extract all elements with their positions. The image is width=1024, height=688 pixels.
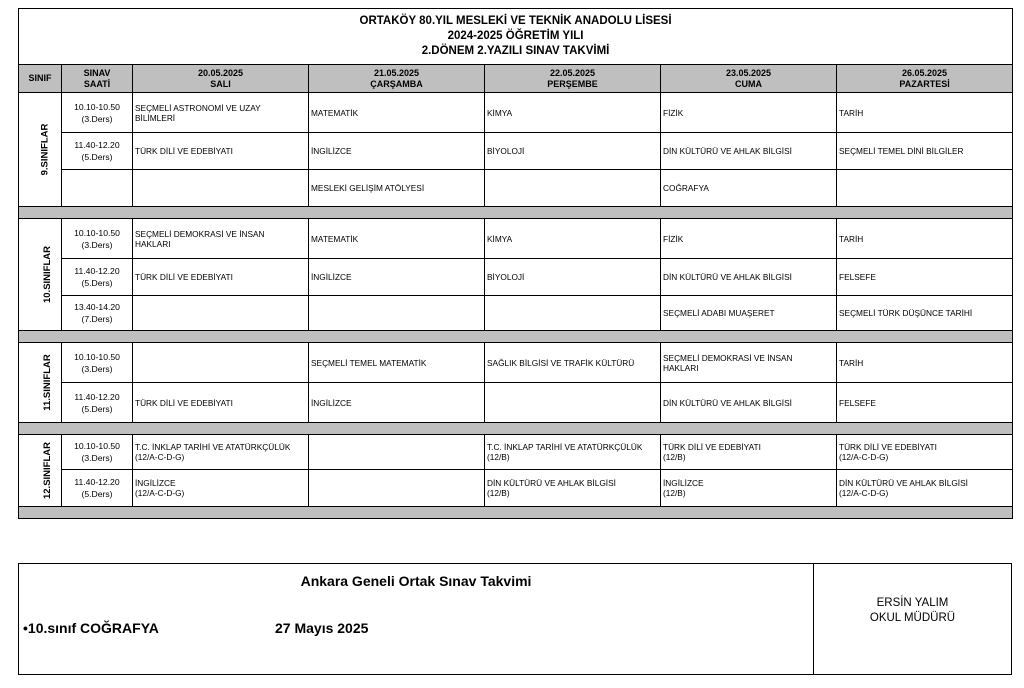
separator-bar xyxy=(19,331,1013,343)
subject-name: BİYOLOJİ xyxy=(487,272,525,282)
subject-name: DİN KÜLTÜRÜ VE AHLAK BİLGİSİ xyxy=(663,272,792,282)
exam-time: 11.40-12.20 xyxy=(74,266,120,276)
schedule-row xyxy=(19,296,1013,331)
footer-exam-date: 27 Mayıs 2025 xyxy=(275,620,369,636)
exam-time: 11.40-12.20 xyxy=(74,140,120,150)
subject-name: FİZİK xyxy=(663,107,684,118)
separator-bar xyxy=(19,207,1013,219)
exam-subject-cell xyxy=(309,170,485,207)
exam-subject-cell xyxy=(485,435,661,470)
subject-name: DİN KÜLTÜRÜ VE AHLAK BİLGİSİ xyxy=(663,397,792,408)
exam-subject-cell xyxy=(661,470,837,507)
document-title xyxy=(19,9,1013,65)
lesson-period: (3.Ders) xyxy=(81,453,113,463)
subject-name: SEÇMELİ TEMEL MATEMATİK xyxy=(311,357,427,368)
subject-detail: (12/B) xyxy=(487,452,510,462)
exam-subject-cell xyxy=(309,343,485,383)
exam-time-cell xyxy=(62,133,133,170)
subject-name: İNGİLİZCE xyxy=(311,397,352,408)
subject-name: T.C. İNKLAP TARİHİ VE ATATÜRKÇÜLÜK xyxy=(487,442,643,452)
exam-schedule-table xyxy=(18,8,1013,519)
exam-subject-cell xyxy=(485,133,661,170)
schedule-row xyxy=(19,259,1013,296)
exam-subject-cell xyxy=(309,259,485,296)
subject-name: FİZİK xyxy=(663,233,684,244)
group-separator xyxy=(19,207,1013,219)
exam-time-cell xyxy=(62,170,133,207)
exam-time-cell xyxy=(62,435,133,470)
exam-subject-cell xyxy=(837,133,1013,170)
lesson-period: (3.Ders) xyxy=(81,363,113,374)
subject-detail: HAKLARI xyxy=(135,238,171,249)
schedule-row xyxy=(19,470,1013,507)
subject-detail: (12/B) xyxy=(663,488,686,498)
exam-time-cell xyxy=(62,259,133,296)
subject-name: İNGİLİZCE xyxy=(311,146,352,156)
exam-term: 2.DÖNEM 2.YAZILI SINAV TAKVİMİ xyxy=(421,45,610,57)
lesson-period: (3.Ders) xyxy=(81,113,113,124)
exam-subject-cell xyxy=(485,93,661,133)
exam-subject-cell xyxy=(309,133,485,170)
separator-bar xyxy=(19,423,1013,435)
header-saat-line1: SINAV xyxy=(83,67,111,78)
subject-name: SEÇMELİ DEMOKRASİ VE İNSAN xyxy=(663,352,793,363)
footer-info-panel xyxy=(19,564,814,674)
header-day xyxy=(309,65,485,93)
exam-subject-cell xyxy=(837,296,1013,331)
subject-name: SAĞLIK BİLGİSİ VE TRAFİK KÜLTÜRÜ xyxy=(487,357,635,368)
subject-name: SEÇMELİ TEMEL DİNİ BİLGİLER xyxy=(839,146,964,156)
subject-name: FELSEFE xyxy=(839,397,876,408)
exam-subject-cell xyxy=(485,259,661,296)
exam-subject-cell xyxy=(309,470,485,507)
school-name: ORTAKÖY 80.YIL MESLEKİ VE TEKNİK ANADOLU LİSESİ xyxy=(359,15,672,27)
lesson-period: (7.Ders) xyxy=(81,314,113,324)
subject-name: DİN KÜLTÜRÜ VE AHLAK BİLGİSİ xyxy=(839,478,968,488)
exam-time: 10.10-10.50 xyxy=(74,101,120,112)
exam-subject-cell xyxy=(661,435,837,470)
grade-label xyxy=(19,435,62,507)
grade-label-text: 12.SINIFLAR xyxy=(42,441,54,500)
subject-name: SEÇMELİ DEMOKRASİ VE İNSAN xyxy=(135,228,265,239)
exam-subject-cell xyxy=(837,435,1013,470)
schedule-row xyxy=(19,170,1013,207)
column-header-row xyxy=(19,65,1013,93)
subject-detail: (12/B) xyxy=(487,488,510,498)
exam-subject-cell xyxy=(837,170,1013,207)
exam-subject-cell xyxy=(309,435,485,470)
academic-year: 2024-2025 ÖĞRETİM YILI xyxy=(447,30,584,42)
subject-name: İNGİLİZCE xyxy=(663,478,704,488)
exam-subject-cell xyxy=(485,219,661,259)
exam-subject-cell xyxy=(485,383,661,423)
grade-label xyxy=(19,93,62,207)
exam-time: 13.40-14.20 xyxy=(74,302,120,312)
exam-subject-cell xyxy=(485,343,661,383)
exam-time-cell xyxy=(62,296,133,331)
schedule-row xyxy=(19,435,1013,470)
exam-subject-cell xyxy=(133,296,309,331)
exam-subject-cell xyxy=(133,435,309,470)
subject-name: T.C. İNKLAP TARİHİ VE ATATÜRKÇÜLÜK xyxy=(135,442,291,452)
exam-subject-cell xyxy=(837,343,1013,383)
header-day xyxy=(661,65,837,93)
separator-bar xyxy=(19,507,1013,519)
header-dayname: PAZARTESİ xyxy=(899,78,950,89)
exam-subject-cell xyxy=(661,219,837,259)
subject-name: TÜRK DİLİ VE EDEBİYATI xyxy=(135,146,233,156)
subject-name: MATEMATİK xyxy=(311,107,359,118)
header-dayname: CUMA xyxy=(735,78,762,89)
exam-subject-cell xyxy=(133,343,309,383)
subject-name: KİMYA xyxy=(487,233,513,244)
lesson-period: (5.Ders) xyxy=(81,278,113,288)
schedule-row xyxy=(19,343,1013,383)
exam-subject-cell xyxy=(485,296,661,331)
subject-name: TÜRK DİLİ VE EDEBİYATI xyxy=(135,272,233,282)
exam-time-cell xyxy=(62,343,133,383)
exam-subject-cell xyxy=(133,133,309,170)
exam-subject-cell xyxy=(309,383,485,423)
subject-detail: (12/A-C-D-G) xyxy=(135,488,185,498)
subject-name: SEÇMELİ ADABI MUAŞERET xyxy=(663,308,775,318)
subject-name: BİYOLOJİ xyxy=(487,146,525,156)
exam-subject-cell xyxy=(133,383,309,423)
group-separator xyxy=(19,331,1013,343)
exam-subject-cell xyxy=(837,259,1013,296)
subject-name: SEÇMELİ ASTRONOMİ VE UZAY xyxy=(135,102,261,113)
grade-label-text: 11.SINIFLAR xyxy=(41,354,53,411)
exam-time: 10.10-10.50 xyxy=(74,441,120,451)
exam-subject-cell xyxy=(133,219,309,259)
exam-time: 11.40-12.20 xyxy=(74,477,120,487)
group-separator xyxy=(19,507,1013,519)
exam-subject-cell xyxy=(133,170,309,207)
lesson-period: (5.Ders) xyxy=(81,489,113,499)
lesson-period: (5.Ders) xyxy=(81,152,113,162)
subject-name: COĞRAFYA xyxy=(663,183,709,193)
header-sinif: SINIF xyxy=(19,65,62,93)
exam-time-cell xyxy=(62,383,133,423)
exam-subject-cell xyxy=(133,470,309,507)
exam-subject-cell xyxy=(661,170,837,207)
exam-subject-cell xyxy=(661,259,837,296)
group-separator xyxy=(19,423,1013,435)
header-day xyxy=(485,65,661,93)
header-saat-line2: SAATİ xyxy=(83,78,111,89)
subject-name: DİN KÜLTÜRÜ VE AHLAK BİLGİSİ xyxy=(663,146,792,156)
exam-time: 11.40-12.20 xyxy=(74,391,120,402)
exam-subject-cell xyxy=(837,93,1013,133)
grade-label-text: 9.SINIFLAR xyxy=(39,123,51,176)
exam-subject-cell xyxy=(661,343,837,383)
subject-name: KİMYA xyxy=(487,107,513,118)
lesson-period: (5.Ders) xyxy=(81,403,113,414)
grade-label-text: 10.SINIFLAR xyxy=(42,245,54,304)
signer-name: ERSİN YALIM xyxy=(876,597,949,609)
grade-label xyxy=(19,219,62,331)
subject-detail: (12/A-C-D-G) xyxy=(839,452,889,462)
subject-detail: (12/A-C-D-G) xyxy=(135,452,185,462)
exam-time: 10.10-10.50 xyxy=(74,351,120,362)
exam-subject-cell xyxy=(485,470,661,507)
exam-subject-cell xyxy=(309,296,485,331)
exam-time-cell xyxy=(62,219,133,259)
header-dayname: SALI xyxy=(210,78,231,89)
header-date: 22.05.2025 xyxy=(549,67,596,78)
subject-name: DİN KÜLTÜRÜ VE AHLAK BİLGİSİ xyxy=(487,478,616,488)
exam-subject-cell xyxy=(485,170,661,207)
subject-name: MESLEKİ GELİŞİM ATÖLYESİ xyxy=(311,183,425,193)
subject-name: TARİH xyxy=(839,107,864,118)
subject-detail: (12/B) xyxy=(663,452,686,462)
schedule-row xyxy=(19,219,1013,259)
header-day xyxy=(837,65,1013,93)
signature-block xyxy=(814,596,1011,626)
header-date: 21.05.2025 xyxy=(373,67,420,78)
schedule-row xyxy=(19,93,1013,133)
signer-title: OKUL MÜDÜRÜ xyxy=(869,612,956,624)
subject-name: İNGİLİZCE xyxy=(311,272,352,282)
exam-time-cell xyxy=(62,470,133,507)
subject-name: İNGİLİZCE xyxy=(135,478,176,488)
subject-name: TARİH xyxy=(839,357,864,368)
exam-subject-cell xyxy=(661,383,837,423)
subject-detail: HAKLARI xyxy=(663,362,699,373)
header-day xyxy=(133,65,309,93)
exam-subject-cell xyxy=(661,133,837,170)
grade-label xyxy=(19,343,62,423)
subject-name: TÜRK DİLİ VE EDEBİYATI xyxy=(839,442,937,452)
header-date: 20.05.2025 xyxy=(197,67,244,78)
exam-subject-cell xyxy=(837,470,1013,507)
exam-subject-cell xyxy=(661,296,837,331)
subject-detail: BİLİMLERİ xyxy=(135,112,176,123)
subject-name: TARİH xyxy=(839,233,864,244)
schedule-row xyxy=(19,383,1013,423)
footer-title: Ankara Geneli Ortak Sınav Takvimi xyxy=(300,573,532,589)
footer-box xyxy=(18,563,1012,675)
header-dayname: PERŞEMBE xyxy=(547,78,598,89)
subject-name: SEÇMELİ TÜRK DÜŞÜNCE TARİHİ xyxy=(839,308,973,318)
header-date: 23.05.2025 xyxy=(725,67,772,78)
exam-subject-cell xyxy=(309,93,485,133)
exam-subject-cell xyxy=(837,383,1013,423)
subject-name: MATEMATİK xyxy=(311,233,359,244)
exam-time-cell xyxy=(62,93,133,133)
subject-name: TÜRK DİLİ VE EDEBİYATI xyxy=(663,442,761,452)
subject-name: TÜRK DİLİ VE EDEBİYATI xyxy=(135,397,233,408)
header-sinav-saati xyxy=(62,65,133,93)
subject-name: FELSEFE xyxy=(839,272,876,282)
exam-subject-cell xyxy=(661,93,837,133)
header-date: 26.05.2025 xyxy=(902,67,948,78)
header-dayname: ÇARŞAMBA xyxy=(370,78,423,89)
exam-subject-cell xyxy=(837,219,1013,259)
exam-subject-cell xyxy=(309,219,485,259)
schedule-row xyxy=(19,133,1013,170)
exam-time: 10.10-10.50 xyxy=(74,227,120,238)
exam-subject-cell xyxy=(133,259,309,296)
footer-exam-item: •10.sınıf COĞRAFYA xyxy=(23,620,159,636)
subject-detail: (12/A-C-D-G) xyxy=(839,488,889,498)
lesson-period: (3.Ders) xyxy=(81,239,113,250)
exam-subject-cell xyxy=(133,93,309,133)
